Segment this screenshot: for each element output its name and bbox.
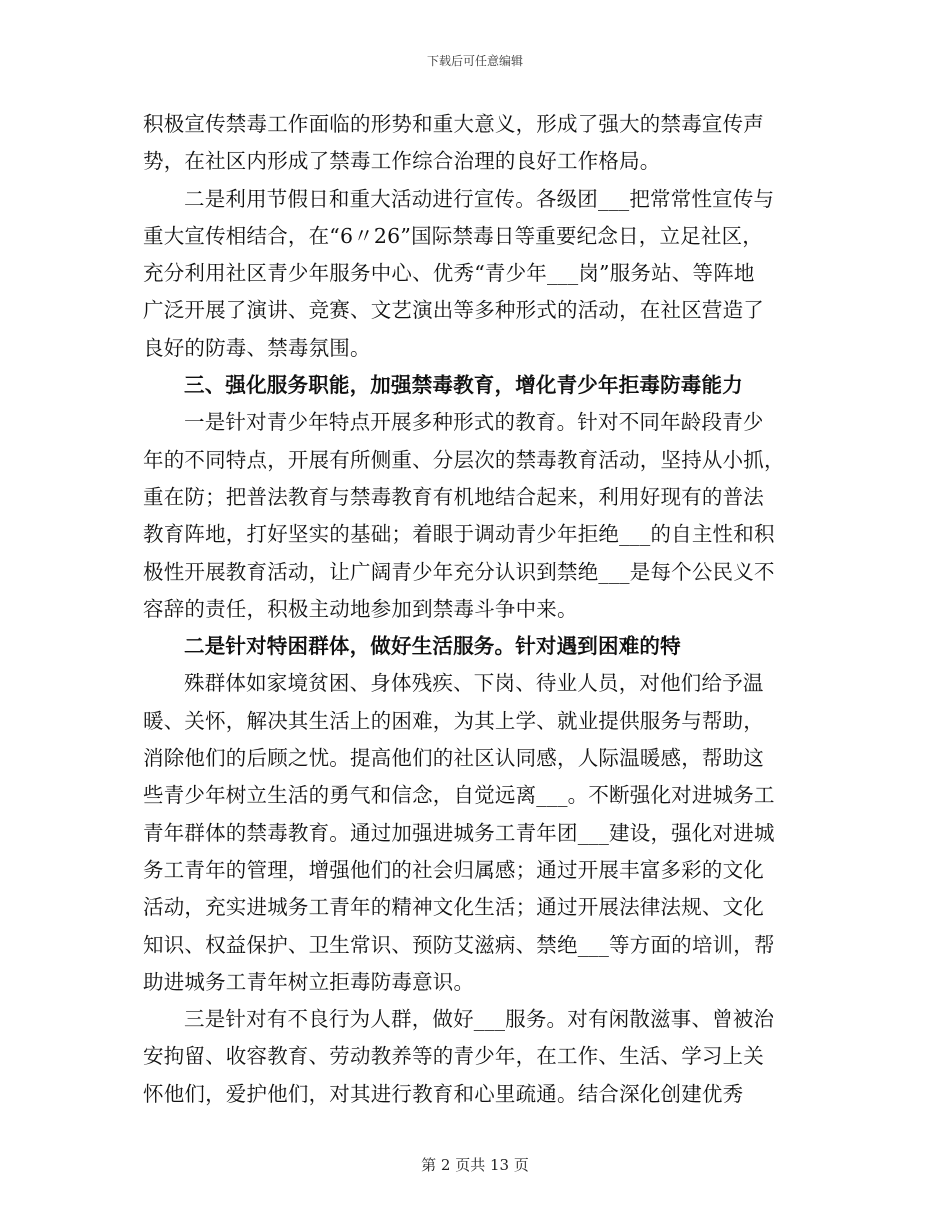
body-line: 知识、权益保护、卫生常识、预防艾滋病、禁绝___等方面的培训，帮 (143, 932, 775, 957)
body-line: 容辞的责任，积极主动地参加到禁毒斗争中来。 (143, 596, 578, 621)
body-line: 些青少年树立生活的勇气和信念，自觉远离___。不断强化对进城务工 (143, 783, 775, 808)
body-line: 教育阵地，打好坚实的基础；着眼于调动青少年拒绝___的自主性和积 (143, 522, 775, 547)
body-line: 活动，充实进城务工青年的精神文化生活；通过开展法律法规、文化 (143, 895, 764, 920)
body-line: 消除他们的后顾之忧。提高他们的社区认同感，人际温暖感，帮助这 (143, 746, 764, 771)
body-line: 一是针对青少年特点开展多种形式的教育。针对不同年龄段青少 (184, 410, 764, 435)
body-line: 重在防；把普法教育与禁毒教育有机地结合起来，利用好现有的普法 (143, 484, 764, 509)
body-line: 暖、关怀，解决其生活上的困难，为其上学、就业提供服务与帮助， (143, 708, 764, 733)
body-line: 三是针对有不良行为人群，做好___服务。对有闲散滋事、曾被治 (184, 1007, 775, 1032)
body-line: 怀他们，爱护他们，对其进行教育和心里疏通。结合深化创建优秀 (143, 1081, 744, 1106)
document-body (143, 106, 803, 1113)
page-number-footer: 第 2 页共 13 页 (421, 1156, 529, 1174)
body-line: 青年群体的禁毒教育。通过加强进城务工青年团___建设，强化对进城 (143, 820, 775, 845)
body-line: 殊群体如家境贫困、身体残疾、下岗、待业人员，对他们给予温 (184, 671, 764, 696)
body-line: 重大宣传相结合，在“6〃26”国际禁毒日等重要纪念日，立足社区， (143, 223, 763, 248)
page-header-note: 下载后可任意编辑 (426, 54, 523, 68)
body-line: 积极宣传禁毒工作面临的形势和重大意义，形成了强大的禁毒宣传声 (143, 112, 764, 136)
body-line: 极性开展教育活动，让广阔青少年充分认识到禁绝___是每个公民义不 (143, 559, 775, 584)
body-line: 务工青年的管理，增强他们的社会归属感；通过开展丰富多彩的文化 (143, 857, 764, 882)
body-line: 充分利用社区青少年服务中心、优秀“青少年___岗”服务站、等阵地 (143, 261, 755, 286)
body-line: 年的不同特点，开展有所侧重、分层次的禁毒教育活动，坚持从小抓， (143, 447, 785, 472)
subheading-line: 二是针对特困群体，做好生活服务。针对遇到困难的特 (184, 634, 681, 659)
body-line: 势，在社区内形成了禁毒工作综合治理的良好工作格局。 (143, 149, 661, 174)
body-line: 广泛开展了演讲、竞赛、文艺演出等多种形式的活动，在社区营造了 (143, 298, 764, 323)
body-line: 安拘留、收容教育、劳动教养等的青少年，在工作、生活、学习上关 (143, 1044, 764, 1069)
section-heading: 三、强化服务职能，加强禁毒教育，增化青少年拒毒防毒能力 (184, 373, 743, 398)
body-line: 二是利用节假日和重大活动进行宣传。各级团___把常常性宣传与 (184, 186, 775, 211)
body-line: 良好的防毒、禁毒氛围。 (143, 335, 371, 360)
body-line: 助进城务工青年树立拒毒防毒意识。 (143, 969, 475, 994)
